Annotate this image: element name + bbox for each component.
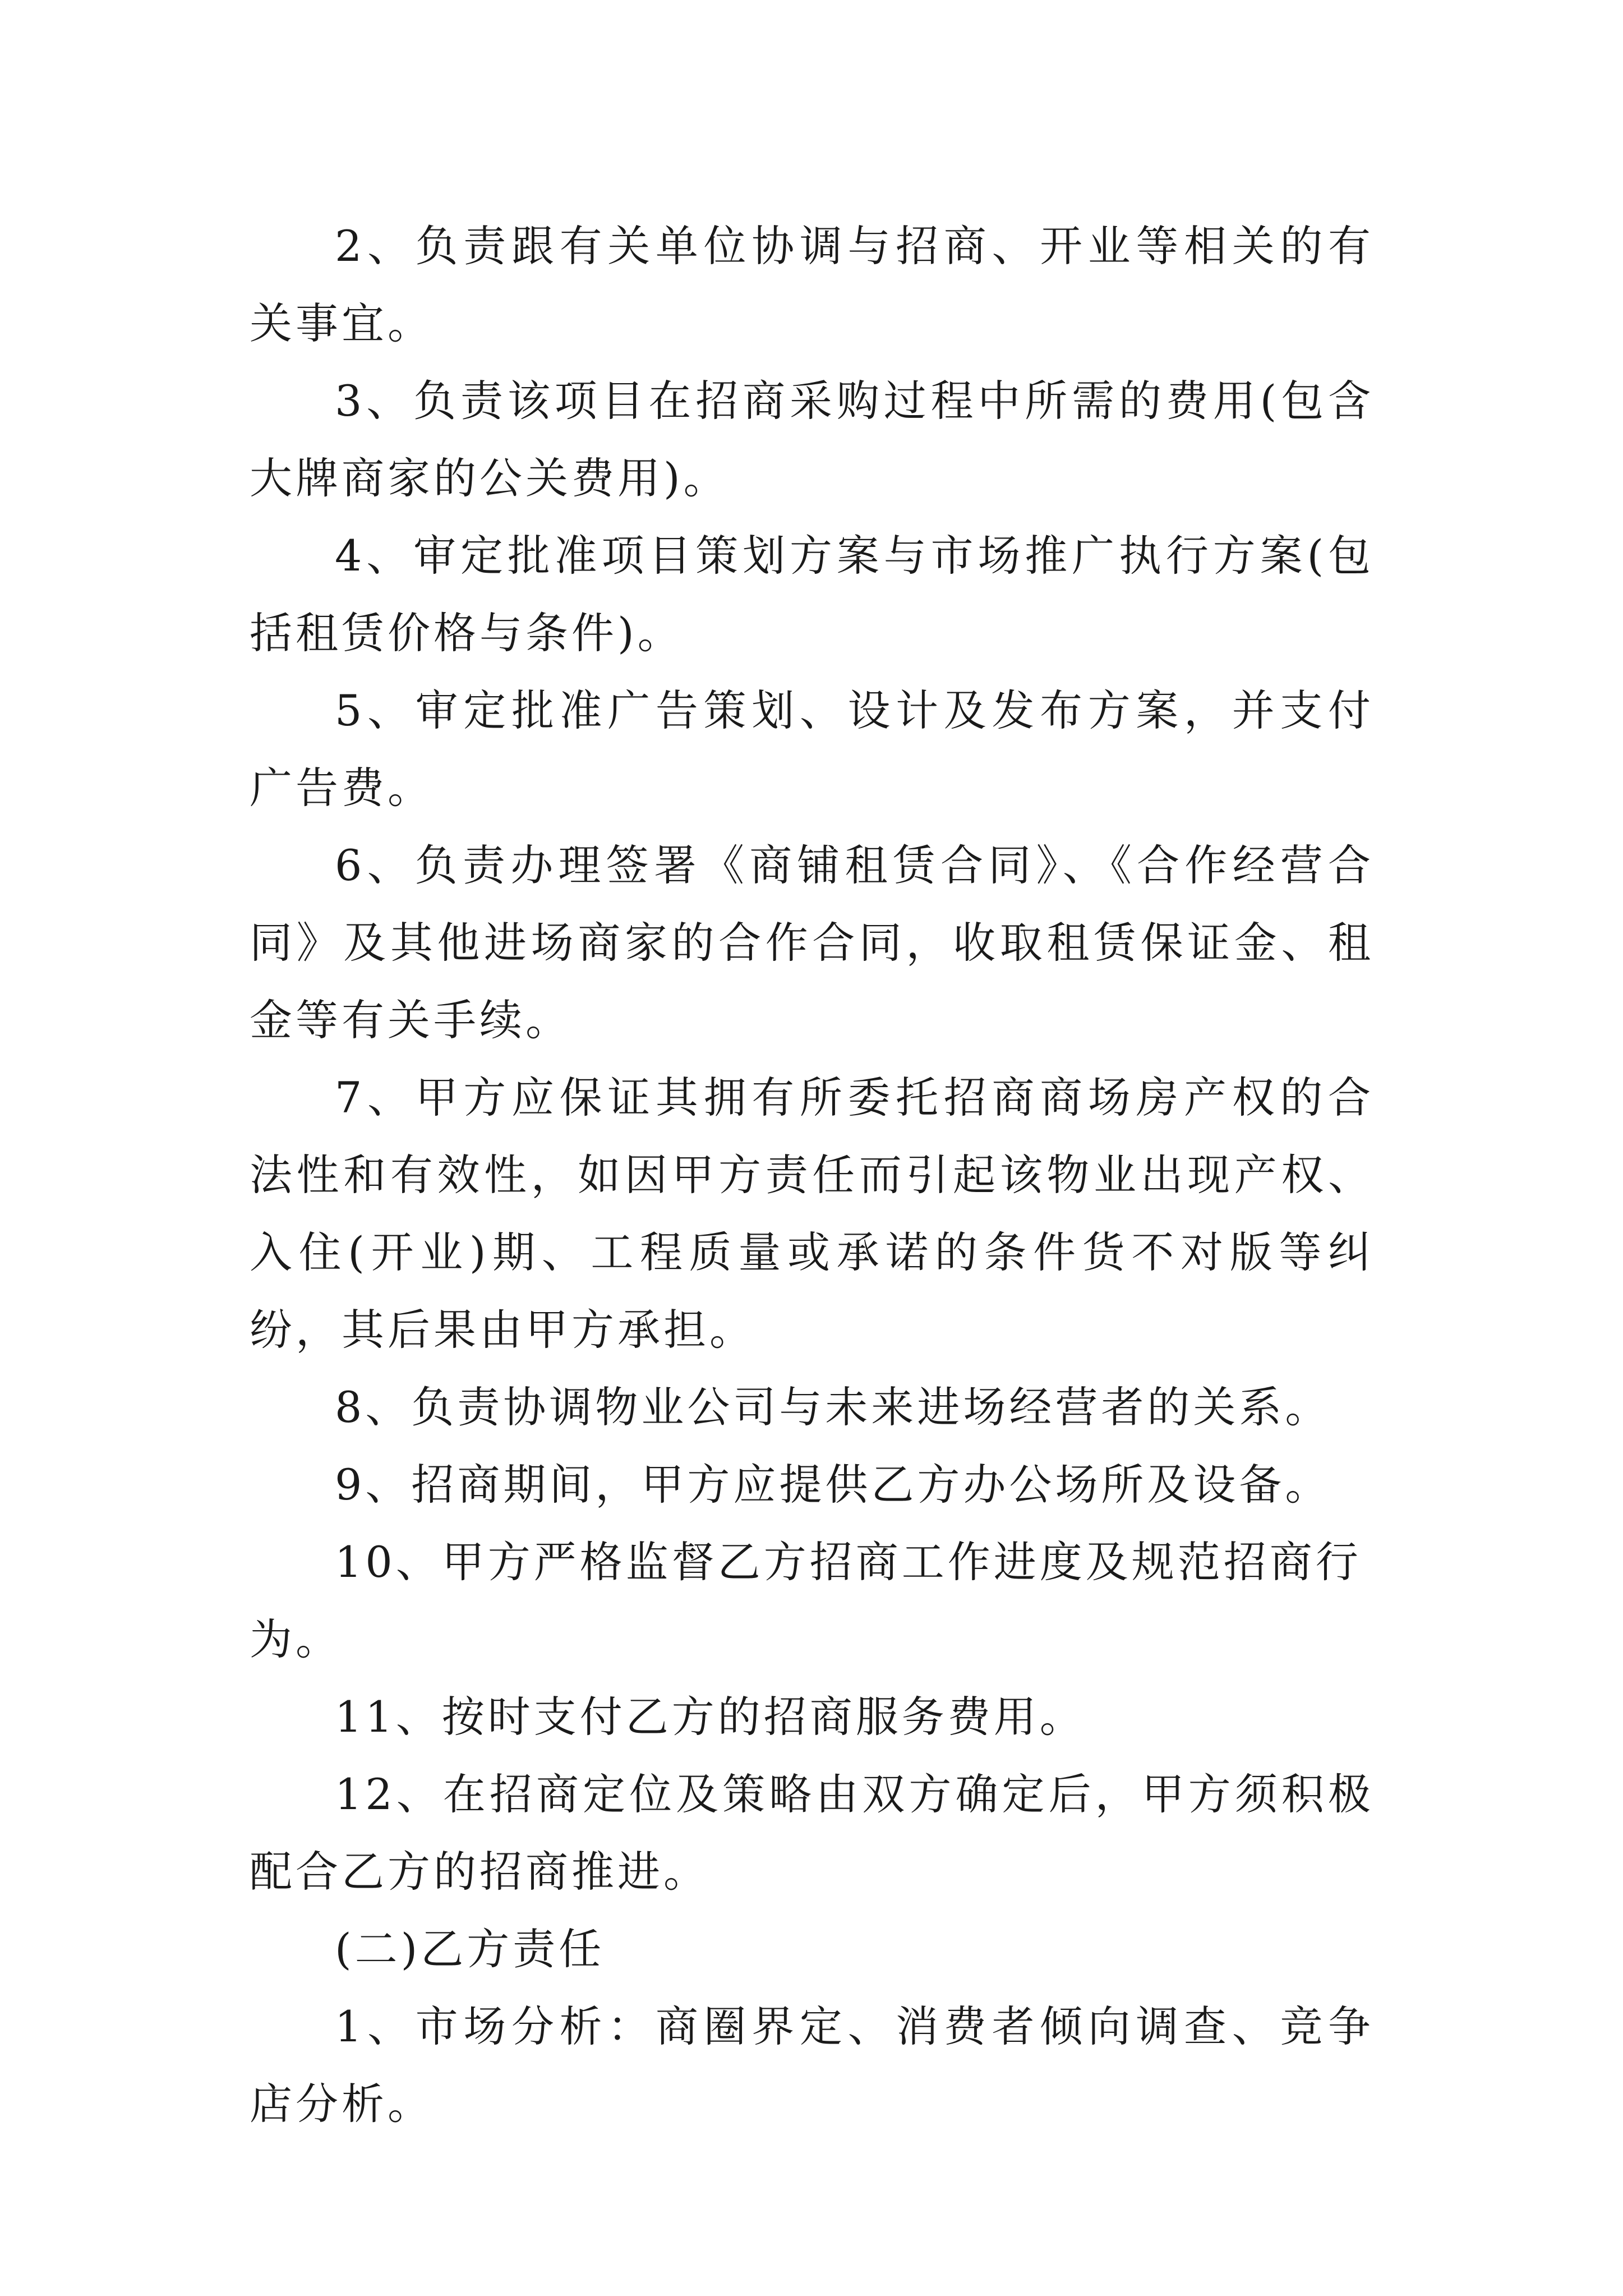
paragraph-item-12: 12、在招商定位及策略由双方确定后，甲方须积极配合乙方的招商推进。 [250,1769,1374,1897]
paragraph-item-6: 6、负责办理签署《商铺租赁合同》、《合作经营合同》及其他进场商家的合作合同，收取租赁保证金、租金等有关手续。 [250,840,1374,1045]
paragraph-item-b1: 1、市场分析：商圈界定、消费者倾向调查、竞争店分析。 [250,2001,1374,2129]
paragraph-item-5: 5、审定批准广告策划、设计及发布方案，并支付广告费。 [250,685,1374,813]
document-body [250,208,1374,2143]
paragraph-item-10: 10、甲方严格监督乙方招商工作进度及规范招商行为。 [250,1537,1362,1664]
paragraph-item-3: 3、负责该项目在招商采购过程中所需的费用(包含大牌商家的公关费用)。 [250,376,1374,503]
section-heading-party-b: (二)乙方责任 [335,1924,605,1974]
paragraph-item-2: 2、负责跟有关单位协调与招商、开业等相关的有关事宜。 [250,221,1374,348]
paragraph-item-8: 8、负责协调物业公司与未来进场经营者的关系。 [335,1382,1331,1432]
paragraph-item-7: 7、甲方应保证其拥有所委托招商商场房产权的合法性和有效性，如因甲方责任而引起该物业出现产权、入住(开业)期、工程质量或承诺的条件货不对版等纠纷，其后果由甲方承担。 [250,1073,1374,1355]
paragraph-item-9: 9、招商期间，甲方应提供乙方办公场所及设备。 [335,1460,1331,1510]
paragraph-item-4: 4、审定批准项目策划方案与市场推广执行方案(包括租赁价格与条件)。 [250,531,1374,658]
paragraph-item-11: 11、按时支付乙方的招商服务费用。 [335,1692,1086,1742]
